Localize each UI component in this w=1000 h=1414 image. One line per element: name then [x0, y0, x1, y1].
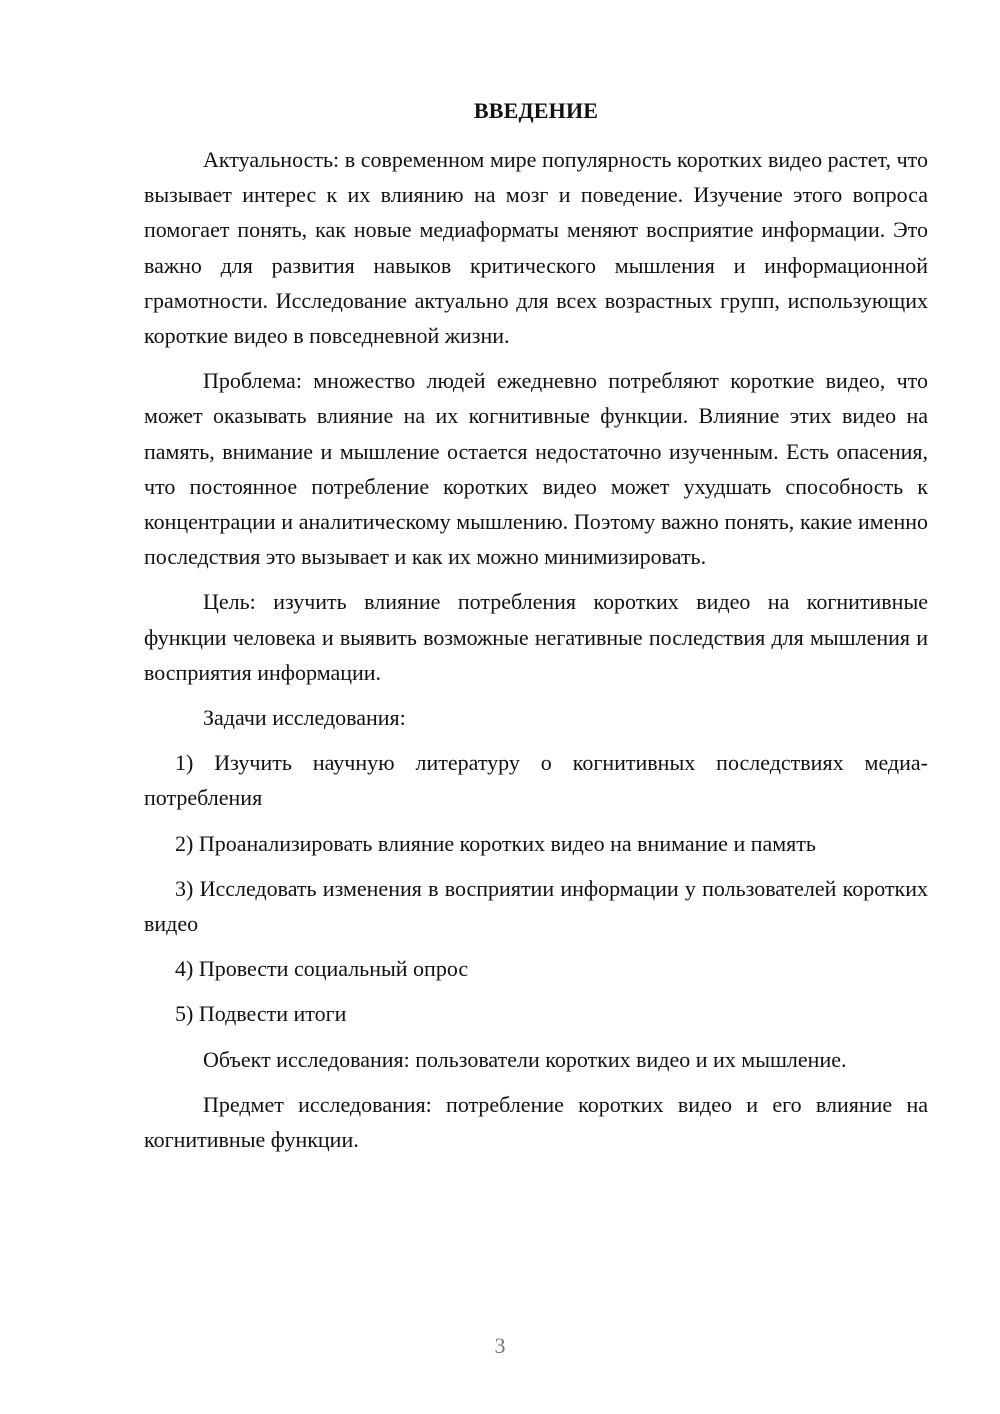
subject-paragraph: Предмет исследования: потребление коротких видео и его влияние на когнитивные функции. [144, 1091, 928, 1153]
task-item-2: 2) Проанализировать влияние коротких видео на внимание и память [175, 830, 816, 856]
relevance-paragraph: Актуальность: в современном мире популярность коротких видео растет, что вызывает интерес к их влиянию на мозг и поведение. Изучение этого вопроса помогает понять, как новые медиаформаты меняют восприятие информации. Это важно для развития навыков критического мышления и информационной грамотности. Исследование актуально для всех возрастных групп, использующих короткие видео в повседневной жизни. [144, 147, 928, 349]
section-title: ВВЕДЕНИЕ [473, 98, 599, 123]
tasks-heading: Задачи исследования: [203, 705, 406, 731]
object-paragraph: Объект исследования: пользователи коротких видео и их мышление. [203, 1046, 847, 1072]
problem-paragraph: Проблема: множество людей ежедневно потребляют короткие видео, что может оказывать влияние на их когнитивные функции. Влияние этих видео на память, внимание и мышление остается недостаточно изученным. Есть опасения, что постоянное потребление коротких видео может ухудшать способность к концентрации и аналитическому мышлению. Поэтому важно понять, какие именно последствия это вызывает и как их можно минимизировать. [144, 368, 928, 570]
task-item-3: 3) Исследовать изменения в восприятии информации у пользователей коротких видео [144, 875, 928, 937]
page-content [144, 96, 928, 1167]
task-item-1: 1) Изучить научную литературу о когнитивных последствиях медиа-потребления [144, 750, 928, 811]
task-item-4: 4) Провести социальный опрос [175, 956, 469, 982]
page-number: 3 [494, 1333, 506, 1358]
goal-paragraph: Цель: изучить влияние потребления коротких видео на когнитивные функции человека и выявить возможные негативные последствия для мышления и восприятия информации. [144, 589, 928, 685]
task-item-5: 5) Подвести итоги [175, 1001, 347, 1027]
